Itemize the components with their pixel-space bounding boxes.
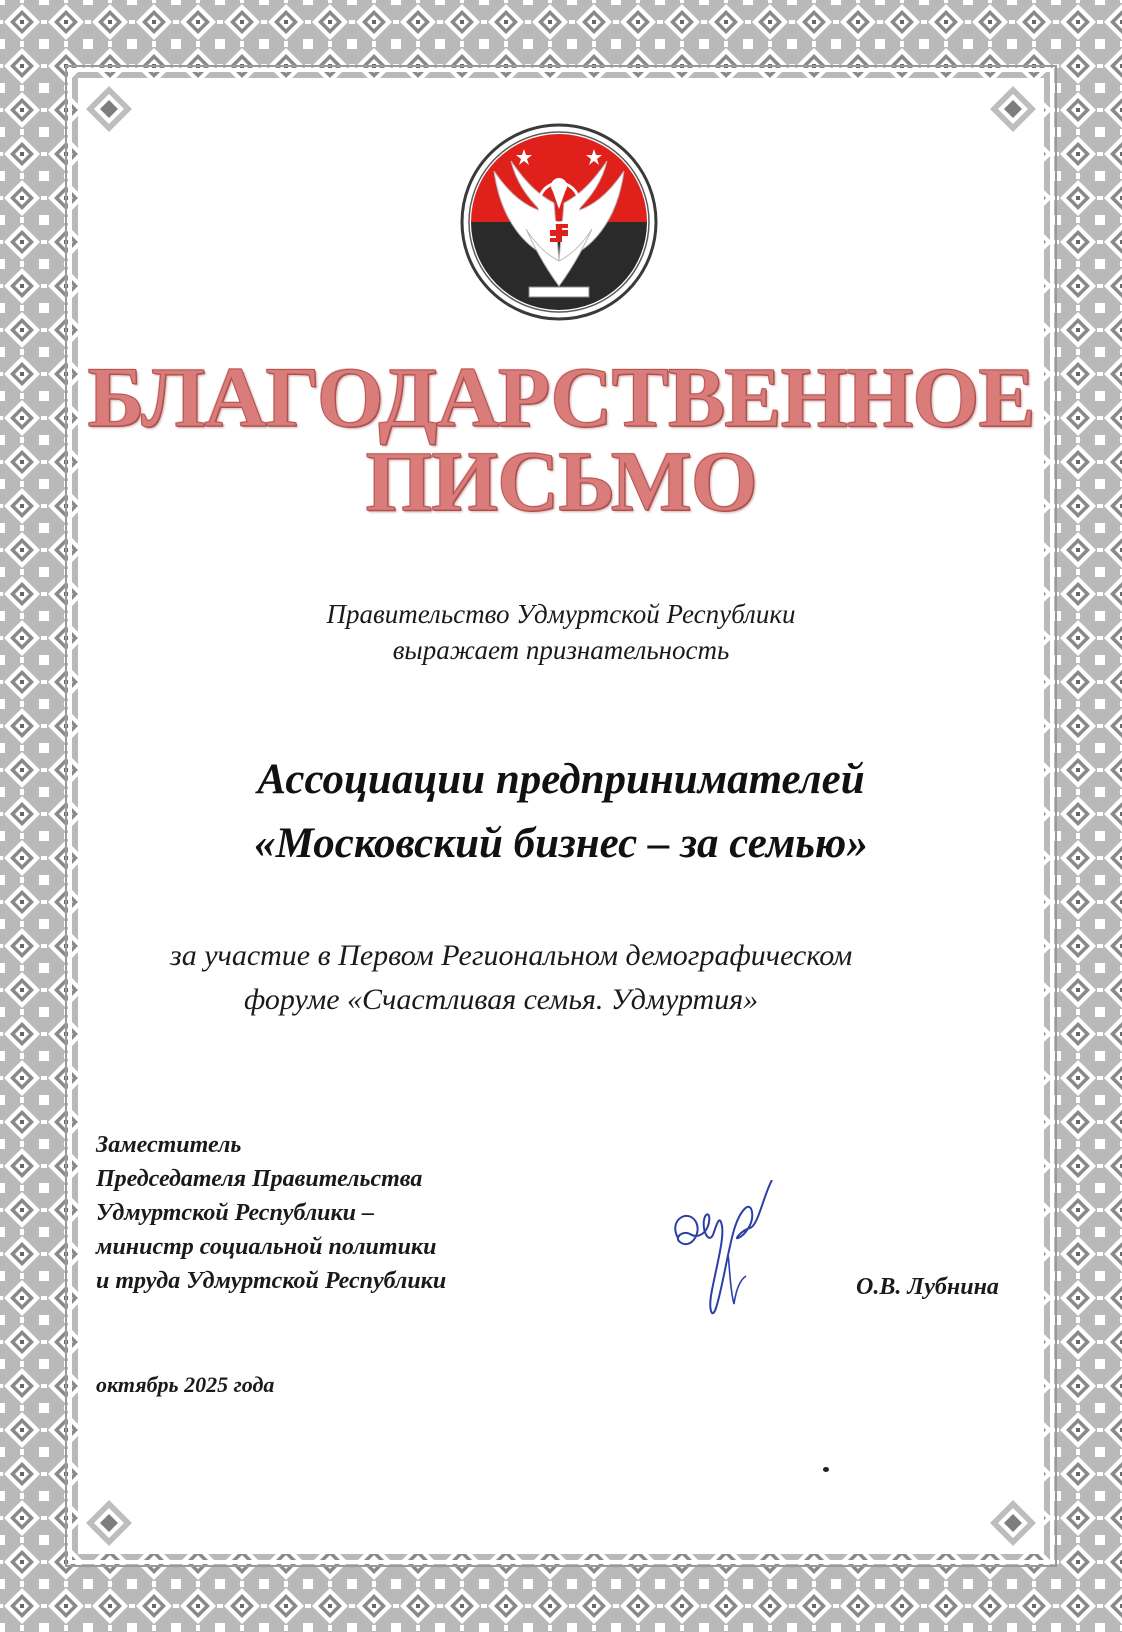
reason-line: за участие в Первом Региональном демографическом bbox=[170, 939, 853, 972]
signer-position-line: Удмуртской Республики – bbox=[96, 1200, 375, 1226]
corner-ornament-icon bbox=[988, 1498, 1038, 1548]
recipient-name: Ассоциации предпринимателей bbox=[257, 756, 865, 803]
corner-ornament-icon bbox=[84, 1498, 134, 1548]
document-title: БЛАГОДАРСТВЕННОЕ bbox=[87, 349, 1035, 445]
coat-of-arms-icon bbox=[456, 111, 662, 325]
signer-position-line: и труда Удмуртской Республики bbox=[96, 1268, 447, 1294]
signer-position bbox=[96, 1128, 446, 1298]
recipient-name: «Московский бизнес – за семью» bbox=[254, 820, 868, 867]
signature bbox=[668, 1180, 808, 1350]
signer-name: О.В. Лубнина bbox=[856, 1274, 999, 1300]
corner-ornament-icon bbox=[84, 84, 134, 134]
signer-position-line: Заместитель bbox=[96, 1132, 242, 1158]
reason-line: форуме «Счастливая семья. Удмуртия» bbox=[244, 983, 759, 1016]
issuer-line: Правительство Удмуртской Республики bbox=[326, 599, 796, 629]
corner-ornament-icon bbox=[988, 84, 1038, 134]
signer-position-line: Председателя Правительства bbox=[96, 1166, 423, 1192]
document-title: ПИСЬМО bbox=[365, 433, 757, 529]
ink-speck bbox=[823, 1467, 829, 1472]
gratitude-line: выражает признательность bbox=[392, 635, 730, 665]
signer-position-line: министр социальной политики bbox=[96, 1234, 437, 1260]
document-date: октябрь 2025 года bbox=[96, 1372, 275, 1397]
